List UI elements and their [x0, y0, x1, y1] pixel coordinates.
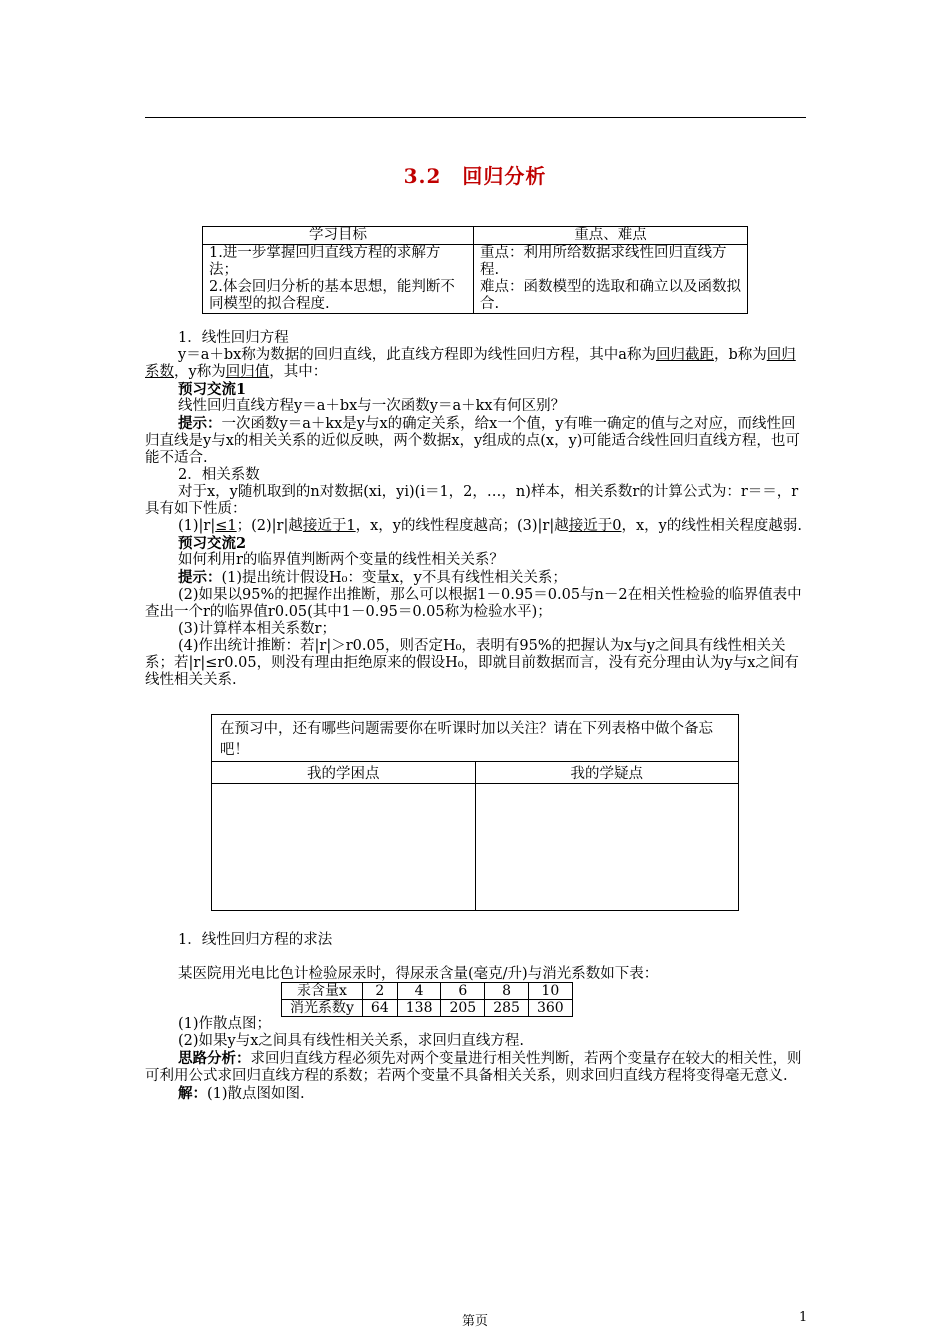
problem-text: 某医院用光电比色计检验尿汞时，得尿汞含量(毫克/升)与消光系数如下表：: [178, 966, 659, 982]
table-cell: 285: [485, 1000, 529, 1017]
memo-col-doubts: 我的学疑点: [475, 762, 739, 784]
section-2-properties: (1)|r|≤1；(2)|r|越接近于1，x，y的线性程度越高；(3)|r|越接近于0，x，y的线性相关程度越弱.: [178, 518, 802, 534]
table-cell: 10: [528, 983, 572, 1000]
section-1: [145, 330, 807, 689]
problem-block: [145, 966, 807, 983]
table-cell: 205: [441, 1000, 485, 1017]
section-3-heading-block: [145, 932, 807, 949]
row-label-mercury: 汞含量x: [282, 983, 363, 1000]
objective-2: 2.体会回归分析的基本思想，能判断不同模型的拟合程度.: [209, 279, 455, 312]
term-regression-value: 回归值: [225, 364, 270, 380]
solution: 解：(1)散点图如图.: [178, 1085, 305, 1102]
memo-prompt: 在预习中，还有哪些问题需要你在听课时加以关注？请在下列表格中做个备忘吧！: [212, 715, 739, 762]
table-cell: 8: [485, 983, 529, 1000]
page-title: 3.2 回归分析: [403, 164, 547, 188]
table-cell: 360: [528, 1000, 572, 1017]
objectives-cell: [203, 245, 474, 314]
memo-doubts-cell[interactable]: [475, 784, 739, 911]
problem-questions: [145, 1016, 807, 1103]
table-cell: 4: [397, 983, 441, 1000]
exchange-1-label: 预习交流1: [178, 381, 247, 398]
objectives-header: 学习目标: [203, 227, 474, 245]
exchange-2-step-4: (4)作出统计推断：若|r|＞r0.05，则否定H₀，表明有95%的把握认为x与y之间具有线性相关关系；若|r|≤r0.05，则没有理由拒绝原来的假设H₀，即就目前数据而言，没有充分理由认为y与x之间有线性相关关系.: [145, 638, 799, 688]
section-1-text: y＝a＋bx称为数据的回归直线，此直线方程即为线性回归方程，其中a称为回归截距，b称为回归系数，y称为回归值，其中：: [145, 347, 796, 380]
exchange-2-step-3: (3)计算样本相关系数r；: [178, 621, 336, 637]
exchange-1-question: 线性回归直线方程y＝a＋bx与一次函数y＝a＋kx有何区别？: [178, 398, 566, 414]
objectives-table: [202, 226, 748, 314]
objective-1: 1.进一步掌握回归直线方程的求解方法；: [209, 245, 441, 278]
memo-table: [211, 714, 739, 911]
data-table: [281, 982, 573, 1017]
page-number: 1: [799, 1310, 808, 1325]
memo-col-difficulties: 我的学困点: [212, 762, 476, 784]
key-points-cell: [474, 245, 748, 314]
header-rule: [145, 117, 806, 118]
exchange-2-step-2: (2)如果以95%的把握作出推断，那么可以根据1－0.95＝0.05与n－2在相关性检验的临界值表中查出一个r的临界值r0.05(其中1－0.95＝0.05称为检验水平)；: [145, 587, 802, 620]
analysis: 思路分析：求回归直线方程必须先对两个变量进行相关性判断，若两个变量存在较大的相关性，则可利用公式求回归直线方程的系数；若两个变量不具备相关关系，则求回归直线方程将变得毫无意义.: [145, 1050, 802, 1084]
section-1-heading: 1．线性回归方程: [178, 330, 289, 346]
question-2: (2)如果y与x之间具有线性相关关系，求回归直线方程.: [178, 1033, 525, 1049]
row-label-extinction: 消光系数y: [282, 1000, 363, 1017]
key-points-header: 重点、难点: [474, 227, 748, 245]
term-coefficient: 回归系数: [145, 347, 796, 380]
difficult-point: 难点：函数模型的选取和确立以及函数拟合.: [480, 279, 741, 312]
section-2-text: 对于x，y随机取到的n对数据(xi，yi)(i＝1，2，…，n)样本，相关系数r的计算公式为：r＝＝，r具有如下性质：: [145, 484, 799, 517]
key-point: 重点：利用所给数据求线性回归直线方程.: [480, 245, 727, 278]
exchange-2-label: 预习交流2: [178, 535, 247, 552]
table-cell: 64: [362, 1000, 397, 1017]
exchange-2-hint: 提示：(1)提出统计假设H₀：变量x，y不具有线性相关关系；: [178, 569, 567, 586]
exchange-2-question: 如何利用r的临界值判断两个变量的线性相关关系？: [178, 552, 504, 568]
exchange-1-hint: 提示：一次函数y＝a＋kx是y与x的确定关系，给x一个值，y有唯一确定的值与之对应，而线性回归直线是y与x的相关关系的近似反映，两个数据x，y组成的点(x，y)可能适合线性回归直线方程，也可能不适合.: [145, 415, 800, 466]
question-1: (1)作散点图；: [178, 1016, 272, 1032]
table-cell: 138: [397, 1000, 441, 1017]
memo-difficulties-cell[interactable]: [212, 784, 476, 911]
table-cell: 6: [441, 983, 485, 1000]
section-3-heading: 1．线性回归方程的求法: [178, 932, 333, 948]
table-cell: 2: [362, 983, 397, 1000]
section-2-heading: 2．相关系数: [178, 467, 260, 483]
footer-text: 第页: [461, 1314, 488, 1329]
term-intercept: 回归截距: [655, 347, 714, 363]
